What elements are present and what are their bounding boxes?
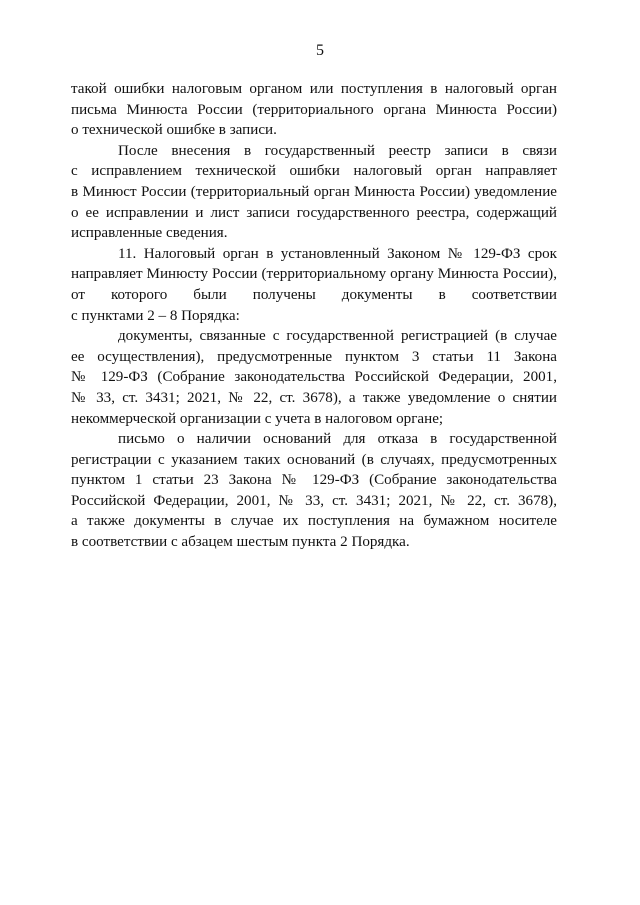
text-line: а также документы в случае их поступления на бумажном носителе xyxy=(71,513,557,530)
text-line: в Минюст России (территориальный орган Минюста России) уведомление xyxy=(71,183,557,200)
paragraph-4 xyxy=(71,326,557,429)
paragraph-1 xyxy=(71,79,557,141)
paragraph-3 xyxy=(71,244,557,326)
text-line: с исправлением технической ошибки налоговый орган направляет xyxy=(71,163,557,180)
text-line: письмо о наличии оснований для отказа в государственной xyxy=(118,431,557,448)
text-line: № 33, ст. 3431; 2021, № 22, ст. 3678), а также уведомление о снятии xyxy=(71,389,557,406)
document-body xyxy=(71,79,557,553)
text-line: регистрации с указанием таких оснований (в случаях, предусмотренных xyxy=(71,451,557,468)
text-line: № 129-ФЗ (Собрание законодательства Российской Федерации, 2001, xyxy=(71,369,557,386)
text-line: исправленные сведения. xyxy=(71,225,228,242)
text-line: 11. Налоговый орган в установленный Законом № 129-ФЗ срок xyxy=(118,245,557,262)
text-line: в соответствии с абзацем шестым пункта 2 Порядка. xyxy=(71,534,410,551)
text-line: с пунктами 2 – 8 Порядка: xyxy=(71,307,240,324)
text-line: направляет Минюсту России (территориальному органу Минюста России), xyxy=(71,266,557,283)
text-line: письма Минюста России (территориального органа Минюста России) xyxy=(71,101,557,118)
text-line: После внесения в государственный реестр записи в связи xyxy=(118,142,557,159)
text-line: о технической ошибке в записи. xyxy=(71,122,277,139)
text-line: такой ошибки налоговым органом или поступления в налоговый орган xyxy=(71,81,557,97)
text-line: от которого были получены документы в соответствии xyxy=(71,286,557,303)
text-line: документы, связанные с государственной регистрацией (в случае xyxy=(118,328,557,345)
paragraph-2 xyxy=(71,141,557,244)
text-line: некоммерческой организации с учета в налоговом органе; xyxy=(71,410,444,427)
page-number: 5 xyxy=(316,42,324,59)
text-line: Российской Федерации, 2001, № 33, ст. 3431; 2021, № 22, ст. 3678), xyxy=(71,492,557,509)
text-line: ее осуществления), предусмотренные пунктом 3 статьи 11 Закона xyxy=(71,348,557,365)
text-line: пунктом 1 статьи 23 Закона № 129-ФЗ (Собрание законодательства xyxy=(71,472,557,489)
paragraph-5 xyxy=(71,429,557,553)
text-line: о ее исправлении и лист записи государственного реестра, содержащий xyxy=(71,204,557,221)
